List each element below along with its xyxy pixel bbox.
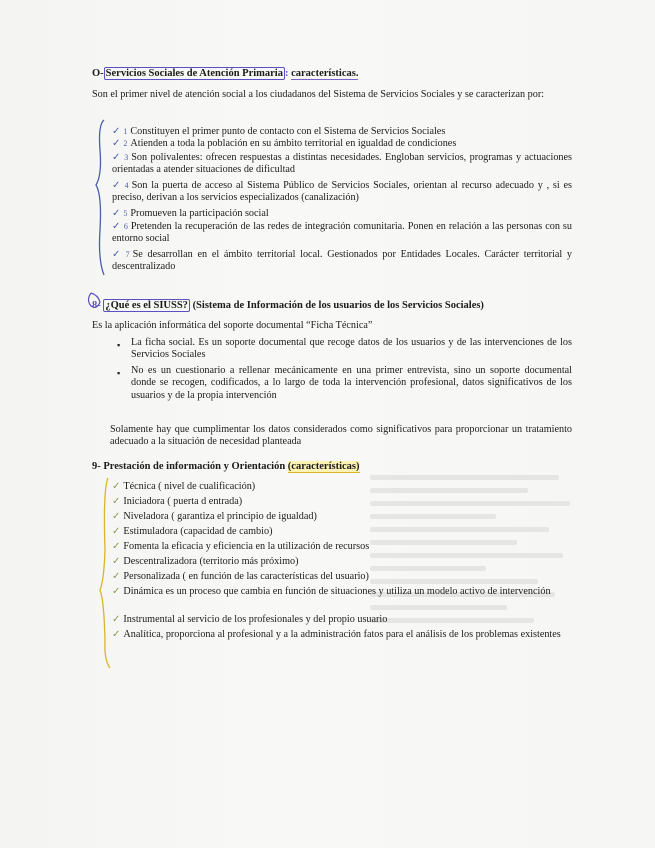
section1-item-text: Promueven la participación social	[130, 208, 269, 219]
section8-bullet-2: No es un cuestionario a rellenar mecánicamente en una primer entrevista, sino un soporte documental donde se recogen, codificados, a lo largo de toda la intervención profesional, datos significativos de los usuarios y de la propia intervención	[131, 365, 572, 401]
section8-heading	[92, 300, 484, 312]
section1-intro: Son el primer nivel de atención social a los ciudadanos del Sistema de Servicios Sociales y se caracterizan por:	[92, 89, 545, 100]
section8-intro: Es la aplicación informática del soporte documental “Ficha Técnica”	[92, 320, 373, 331]
item-marker: 3	[124, 153, 129, 162]
section1-item	[112, 249, 572, 274]
section8-bullet-1: La ficha social. Es un soporte documental que recoge datos de los usuarios y de las intervenciones de los Servicios Sociales	[131, 337, 572, 361]
checkmark-icon: ✓	[112, 614, 121, 625]
section1-heading: O- Servicios Sociales de Atención Primaria : características.	[92, 68, 359, 79]
bullet-marker: ▪	[117, 340, 121, 350]
section1-item-text: Atienden a toda la población en su ámbito territorial en igualdad de condiciones	[130, 138, 457, 149]
item-marker: 7	[125, 250, 130, 259]
checkmark-icon: ✓	[112, 571, 121, 582]
section9-item	[112, 629, 572, 641]
section9-item-text: Instrumental al servicio de los profesionales y del propio usuario	[123, 614, 388, 625]
section9-title-main: Prestación de información y Orientación	[103, 461, 286, 472]
checkmark-icon: ✓	[112, 511, 121, 522]
section9-item	[112, 496, 242, 508]
section9-item-text: Técnica ( nivel de cualificación)	[123, 481, 256, 492]
checkmark-icon: ✓	[112, 526, 121, 537]
section9-number: 9-	[92, 461, 101, 472]
checkmark-icon: ✓	[112, 629, 121, 640]
section1-title-rest: características.	[291, 68, 359, 79]
checkmark-icon: ✓	[112, 249, 123, 260]
item-marker: 5	[123, 209, 128, 218]
section1-number: O-	[92, 68, 104, 79]
section1-item-text: Son polivalentes: ofrecen respuestas a distintas necesidades. Engloban servicios, programas y actuaciones orientadas a atender situaciones de dificultad	[112, 152, 572, 176]
section1-item-text: Constituyen el primer punto de contacto con el Sistema de Servicios Sociales	[130, 126, 446, 137]
section9-item-text: Analítica, proporciona al profesional y a la administración fatos para el análisis de los problemas existentes	[123, 629, 561, 640]
checkmark-icon: ✓	[112, 586, 121, 597]
checkmark-icon: ✓	[112, 138, 121, 149]
section9-item	[112, 571, 369, 583]
section9-item	[112, 541, 369, 553]
section1-item-text: Se desarrollan en el ámbito territorial local. Gestionados por Entidades Locales. Carácter territorial y descentralizado	[112, 249, 572, 273]
checkmark-icon: ✓	[112, 152, 122, 163]
section9-item-text: Estimuladora (capacidad de cambio)	[123, 526, 273, 537]
section9-heading	[92, 461, 360, 473]
item-marker: 6	[123, 222, 128, 231]
section9-item	[112, 586, 572, 598]
checkmark-icon: ✓	[112, 556, 121, 567]
section9-item	[112, 511, 317, 523]
section1-item-text: Pretenden la recuperación de las redes de integración comunitaria. Ponen en relación a las personas con su entorno social	[112, 221, 572, 245]
checkmark-icon: ✓	[112, 208, 121, 219]
section8-title-boxed: ¿Qué es el SIUSS?	[105, 300, 188, 311]
checkmark-icon: ✓	[112, 496, 121, 507]
section9-item-text: Descentralizadora (territorio más próximo)	[123, 556, 299, 567]
checkmark-icon: ✓	[112, 126, 121, 137]
bullet-marker: ▪	[117, 368, 121, 378]
section9-item-text: Personalizada ( en función de las características del usuario)	[123, 571, 369, 582]
section1-title-boxed: Servicios Sociales de Atención Primaria	[105, 68, 283, 79]
section8-closing: Solamente hay que cumplimentar los datos considerados como significativos para proporcionar un tratamiento adecuado a la situación de necesidad planteada	[110, 424, 572, 448]
checkmark-icon: ✓	[112, 481, 121, 492]
checkmark-icon: ✓	[112, 541, 121, 552]
item-marker: 1	[123, 127, 128, 136]
section9-item-text: Dinámica es un proceso que cambia en función de situaciones y utiliza un modelo activo de intervención	[123, 586, 551, 597]
section1-item	[112, 180, 572, 205]
item-marker: 2	[123, 139, 128, 148]
item-marker: 4	[124, 181, 129, 190]
section1-item	[112, 138, 456, 150]
section1-item	[112, 152, 572, 177]
section9-item-text: Niveladora ( garantiza el principio de igualdad)	[123, 511, 317, 522]
section9-item-text: Fomenta la eficacia y eficiencia en la utilización de recursos	[123, 541, 370, 552]
checkmark-icon: ✓	[112, 180, 122, 191]
section9-item	[112, 556, 299, 568]
section9-title-highlight: (características)	[287, 461, 360, 472]
section1-item	[112, 208, 269, 220]
section9-item	[112, 526, 272, 538]
section1-item-text: Son la puerta de acceso al Sistema Público de Servicios Sociales, orientan al recurso adecuado y , si es preciso, derivan a los servicios especializados (canalización)	[112, 180, 572, 204]
section9-item	[112, 481, 255, 493]
section1-item	[112, 221, 572, 246]
section8-title-rest: (Sistema de Información de los usuarios de los Servicios Sociales)	[192, 300, 484, 311]
bleed-through-text	[370, 475, 580, 775]
section1-item	[112, 126, 445, 138]
section8-number: 8-	[92, 300, 101, 311]
section9-item	[112, 614, 387, 626]
section9-item-text: Iniciadora ( puerta d entrada)	[123, 496, 243, 507]
checkmark-icon: ✓	[112, 221, 121, 232]
